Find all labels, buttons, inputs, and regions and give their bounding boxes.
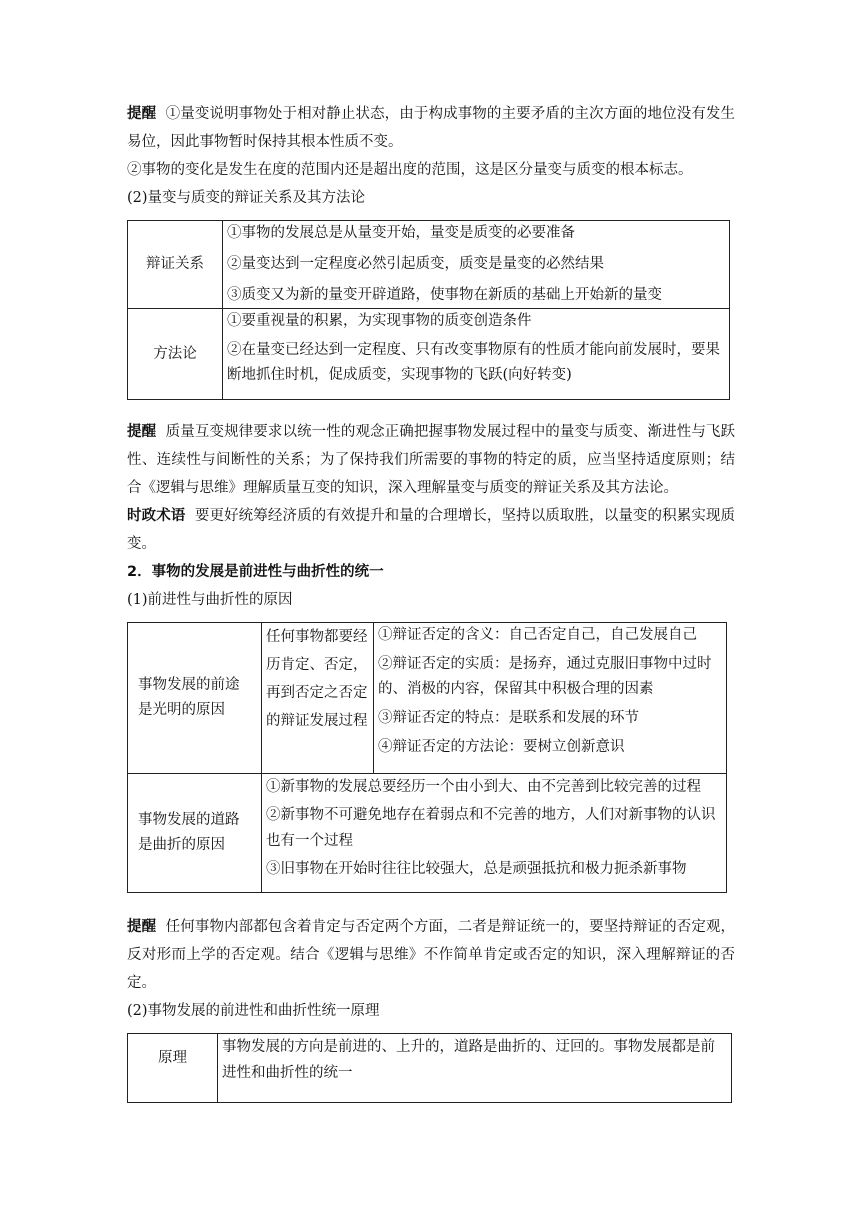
list-item: ③质变又为新的量变开辟道路，使事物在新质的基础上开始新的量变 bbox=[227, 287, 662, 303]
tip-text: ①量变说明事物处于相对静止状态，由于构成事物的主要矛盾的主次方面的地位没有发生易位，因此事物暂时保持其根本性质不变。 bbox=[127, 106, 736, 150]
list-item: ①辩证否定的含义：自己否定自己，自己发展自己 bbox=[378, 627, 697, 643]
row-content bbox=[262, 774, 727, 893]
tip-paragraph-4 bbox=[127, 913, 735, 997]
politics-text: 要更好统筹经济质的有效提升和量的合理增长，坚持以质取胜，以量变的积累实现质变。 bbox=[127, 508, 736, 552]
list-item: ③辩证否定的特点：是联系和发展的环节 bbox=[378, 710, 639, 726]
row-content bbox=[223, 309, 730, 400]
tip-paragraph-1 bbox=[127, 100, 735, 156]
principle-table bbox=[127, 1033, 732, 1103]
row-content bbox=[374, 623, 727, 774]
tip-text: 质量互变规律要求以统一性的观念正确把握事物发展过程中的量变与质变、渐进性与飞跃性、连续性与间断性的关系；为了保持我们所需要的事物的特定的质，应当坚持适度原则；结合《逻辑与思维》理解质量互变的知识，深入理解量变与质变的辩证关系及其方法论。 bbox=[127, 424, 736, 496]
tip-label: 提醒 bbox=[127, 424, 157, 440]
politics-label: 时政术语 bbox=[127, 508, 186, 524]
table-row bbox=[128, 623, 727, 774]
list-item: ①事物的发展总是从量变开始，量变是质变的必要准备 bbox=[227, 225, 575, 241]
tip-label: 提醒 bbox=[127, 106, 157, 122]
row-content bbox=[223, 221, 730, 309]
document-page bbox=[127, 100, 735, 1103]
section-heading: (1)前进性与曲折性的原因 bbox=[127, 592, 293, 608]
section-title: 2．事物的发展是前进性与曲折性的统一 bbox=[127, 564, 384, 580]
row-header: 原理 bbox=[128, 1034, 218, 1103]
tip-paragraph-3 bbox=[127, 418, 735, 502]
row-header: 事物发展的道路是曲折的原因 bbox=[128, 774, 262, 893]
row-header: 辩证关系 bbox=[128, 221, 223, 309]
tip-label: 提醒 bbox=[127, 919, 157, 935]
list-item: ④辩证否定的方法论：要树立创新意识 bbox=[378, 739, 625, 755]
politics-paragraph bbox=[127, 502, 735, 558]
list-item: ①新事物的发展总要经历一个由小到大、由不完善到比较完善的过程 bbox=[266, 779, 701, 795]
section-heading: (2)量变与质变的辩证关系及其方法论 bbox=[127, 190, 366, 206]
table-row bbox=[128, 1034, 732, 1103]
middle-cell: 任何事物都要经历肯定、否定，再到否定之否定的辩证发展过程 bbox=[262, 623, 374, 774]
table-row bbox=[128, 774, 727, 893]
list-item: ①要重视量的积累，为实现事物的质变创造条件 bbox=[227, 313, 532, 329]
quantity-quality-table bbox=[127, 220, 730, 400]
row-content: 事物发展的方向是前进的、上升的，道路是曲折的、迂回的。事物发展都是前进性和曲折性的统一 bbox=[218, 1034, 732, 1103]
tip-text: 任何事物内部都包含着肯定与否定两个方面，二者是辩证统一的，要坚持辩证的否定观，反对形而上学的否定观。结合《逻辑与思维》不作简单肯定或否定的知识，深入理解辩证的否定。 bbox=[127, 919, 736, 991]
list-item: ③旧事物在开始时往往比较强大，总是顽强抵抗和极力扼杀新事物 bbox=[266, 861, 687, 877]
development-reasons-table bbox=[127, 622, 727, 893]
table-row bbox=[128, 221, 730, 309]
row-header: 方法论 bbox=[128, 309, 223, 400]
row-header: 事物发展的前途是光明的原因 bbox=[128, 623, 262, 774]
tip-paragraph-2: ②事物的变化是发生在度的范围内还是超出度的范围，这是区分量变与质变的根本标志。 bbox=[127, 162, 693, 178]
section-heading: (2)事物发展的前进性和曲折性统一原理 bbox=[127, 1003, 380, 1019]
table-row bbox=[128, 309, 730, 400]
list-item: ②在量变已经达到一定程度、只有改变事物原有的性质才能向前发展时，要果断地抓住时机，促成质变，实现事物的飞跃(向好转变) bbox=[227, 342, 720, 383]
list-item: ②量变达到一定程度必然引起质变，质变是量变的必然结果 bbox=[227, 256, 604, 272]
list-item: ②辩证否定的实质：是扬弃，通过克服旧事物中过时的、消极的内容，保留其中积极合理的因素 bbox=[378, 656, 712, 697]
list-item: ②新事物不可避免地存在着弱点和不完善的地方，人们对新事物的认识也有一个过程 bbox=[266, 807, 716, 849]
